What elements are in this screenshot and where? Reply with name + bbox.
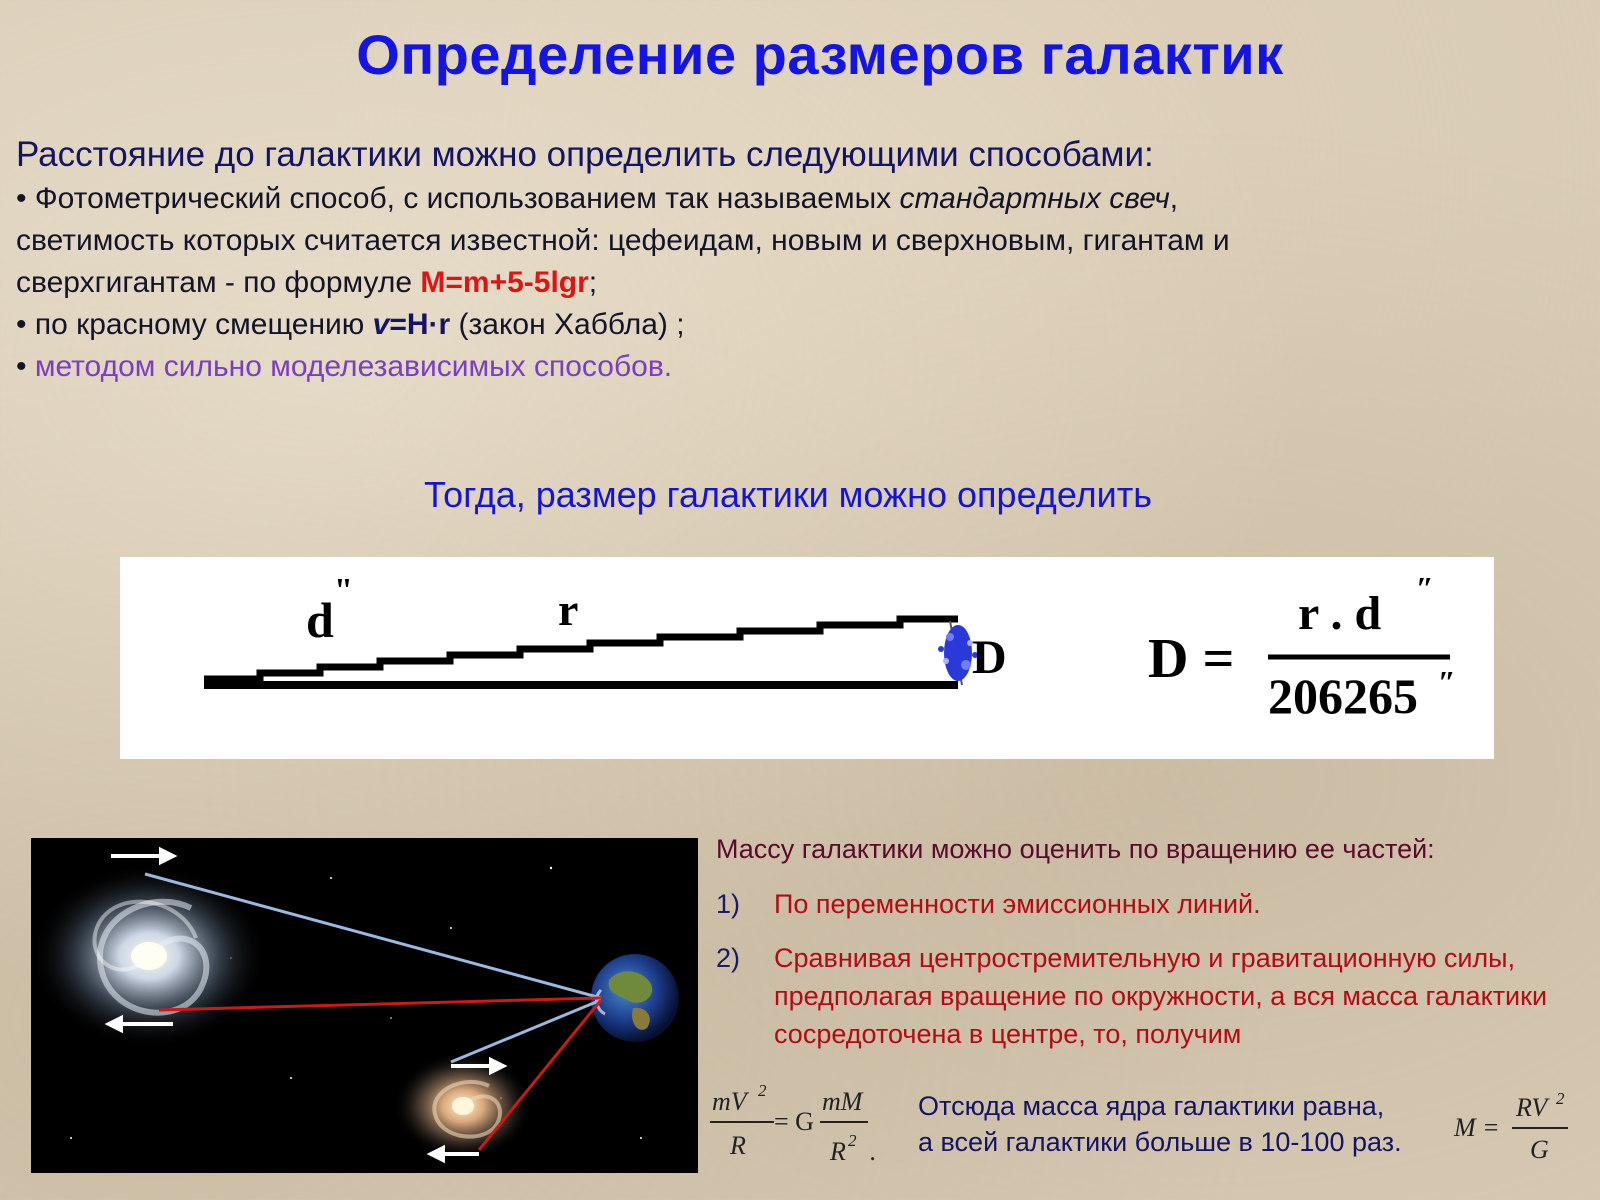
bullet1-formula-line [16, 262, 1576, 304]
list-item [716, 885, 1596, 923]
label-d: d [306, 592, 334, 648]
list-item-number: 2) [716, 943, 741, 973]
hubble-v: v [372, 308, 390, 341]
hubble-formula [373, 308, 451, 341]
formula-eq: = G [774, 1107, 814, 1136]
formula-num2: mM [822, 1087, 863, 1116]
mass-formula [1452, 1092, 1572, 1172]
list-item-text: По переменности эмиссионных линий. [774, 889, 1261, 919]
bullet1-text-a: • Фотометрический способ, с использованием так называемых [16, 182, 900, 215]
equation-numerator-sup: ″ [1416, 570, 1434, 606]
standard-candles-term: стандартных свеч [899, 182, 1170, 215]
diagram-svg [120, 557, 1494, 759]
bullet-model-methods [16, 346, 1576, 388]
distance-modulus-formula: M=m+5-5lgr [420, 266, 589, 299]
label-d-sup: " [334, 572, 353, 609]
equation-lhs: D = [1148, 628, 1235, 690]
conclusion-line1: Отсюда масса ядра галактики равна, [918, 1091, 1385, 1121]
mass-num: RV [1516, 1093, 1548, 1122]
bullet-redshift [16, 304, 1576, 346]
size-subtitle: Тогда, размер галактики можно определить [424, 474, 1152, 515]
list-item [716, 939, 1596, 1053]
equation-numerator: r . d [1298, 587, 1382, 640]
bullet1-end: ; [588, 266, 598, 299]
spiral-galaxy-large-icon [31, 864, 267, 1048]
slide-title: Определение размеров галактик [356, 23, 1284, 86]
force-balance-formula [708, 1080, 884, 1180]
bullet3-dot: • [16, 350, 35, 383]
space-illustration-svg [31, 838, 698, 1173]
mass-method-list [716, 885, 1596, 1053]
equation-denominator: 206265 [1268, 668, 1418, 724]
bullet1-text-b: , [1169, 182, 1179, 215]
bullet2-text-a: • по красному смещению [16, 308, 373, 341]
galaxies-earth-illustration [31, 838, 698, 1173]
formula-den2: R [830, 1137, 846, 1166]
conclusion-line2: а всей галактики больше в 10-100 раз. [918, 1127, 1402, 1157]
mass-formula-svg [1452, 1092, 1572, 1172]
label-D: D [972, 631, 1007, 684]
bullet1-continuation: светимость которых считается известной: цефеидам, новым и сверхновым, гигантам и [16, 224, 1230, 257]
formula-dot: . [870, 1137, 877, 1166]
formula-den1: R [730, 1131, 746, 1160]
hubble-rest: =H·r [389, 308, 451, 341]
formula-exp2: 2 [848, 1131, 857, 1150]
mass-den: G [1530, 1135, 1549, 1164]
bullet2-text-b: (закон Хаббла) ; [450, 308, 685, 341]
list-item-text: Сравнивая центростремительную и гравитационную силы, предполагая вращение по окружности, а вся масса галактики сосредоточена в центре, то, получим [774, 943, 1548, 1049]
label-r: r [558, 584, 579, 635]
force-balance-svg [708, 1080, 884, 1180]
spiral-galaxy-small-icon [393, 1052, 533, 1160]
list-item-number: 1) [716, 889, 741, 919]
conclusion-text [918, 1088, 1402, 1160]
mass-lhs: M = [1454, 1113, 1500, 1142]
bullet1-text-d: сверхгигантам - по формуле [16, 266, 421, 299]
intro-lead: Расстояние до галактики можно определить следующими способами: [16, 135, 1154, 174]
bullet3-text: методом сильно моделезависимых способов. [34, 350, 673, 383]
earth-icon [591, 954, 679, 1042]
mass-estimation-section [716, 834, 1596, 1069]
mass-lead: Массу галактики можно оценить по вращению ее частей: [716, 834, 1435, 864]
angular-size-diagram [120, 557, 1494, 759]
formula-exp1: 2 [758, 1081, 767, 1100]
intro-section [16, 132, 1576, 388]
bullet-photometric [16, 178, 1576, 220]
formula-num1: mV [712, 1087, 747, 1116]
mass-exp: 2 [1556, 1092, 1565, 1108]
equation-denominator-sup: ″ [1438, 664, 1456, 700]
